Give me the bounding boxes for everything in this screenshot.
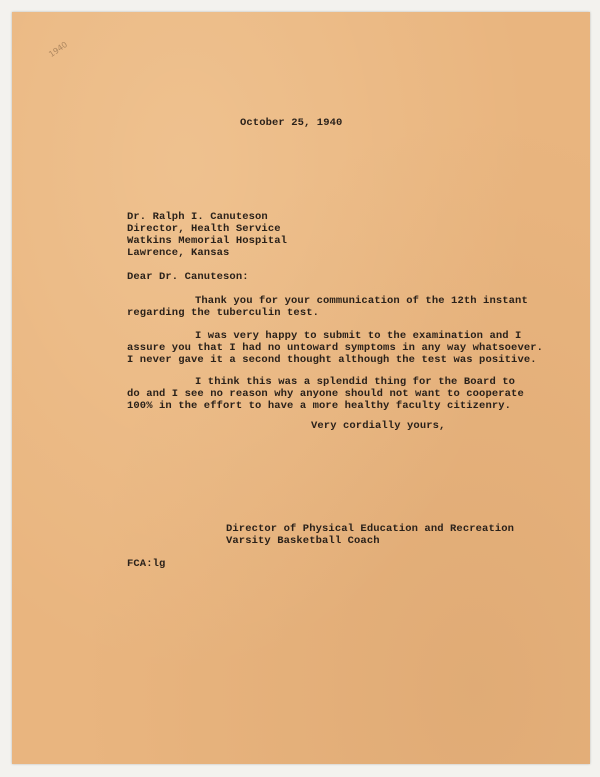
paragraph-3-line-1: I think this was a splendid thing for the Board to <box>195 376 516 388</box>
typist-initials: FCA:lg <box>127 558 166 570</box>
signature-title-line-2: Varsity Basketball Coach <box>226 535 380 547</box>
paragraph-3-line-2: do and I see no reason why anyone should not want to cooperate <box>127 388 524 400</box>
paragraph-2-line-1: I was very happy to submit to the examination and I <box>195 330 522 342</box>
paragraph-1-line-2: regarding the tuberculin test. <box>127 307 320 319</box>
paragraph-3-line-3: 100% in the effort to have a more healthy faculty citizenry. <box>127 400 512 412</box>
pencil-marginalia: 1940 <box>47 39 70 60</box>
paragraph-1-line-1: Thank you for your communication of the 12th instant <box>195 295 528 307</box>
paragraph-2-line-2: assure you that I had no untoward symptoms in any way whatsoever. <box>127 342 544 354</box>
recipient-title: Director, Health Service <box>127 223 281 235</box>
recipient-institution: Watkins Memorial Hospital <box>127 235 288 247</box>
signature-title-line-1: Director of Physical Education and Recreation <box>226 523 515 535</box>
recipient-city: Lawrence, Kansas <box>127 247 230 259</box>
complimentary-close: Very cordially yours, <box>311 420 446 432</box>
salutation: Dear Dr. Canuteson: <box>127 271 249 283</box>
recipient-name: Dr. Ralph I. Canuteson <box>127 211 268 223</box>
paragraph-2-line-3: I never gave it a second thought although the test was positive. <box>127 354 537 366</box>
letter-date: October 25, 1940 <box>240 117 343 129</box>
